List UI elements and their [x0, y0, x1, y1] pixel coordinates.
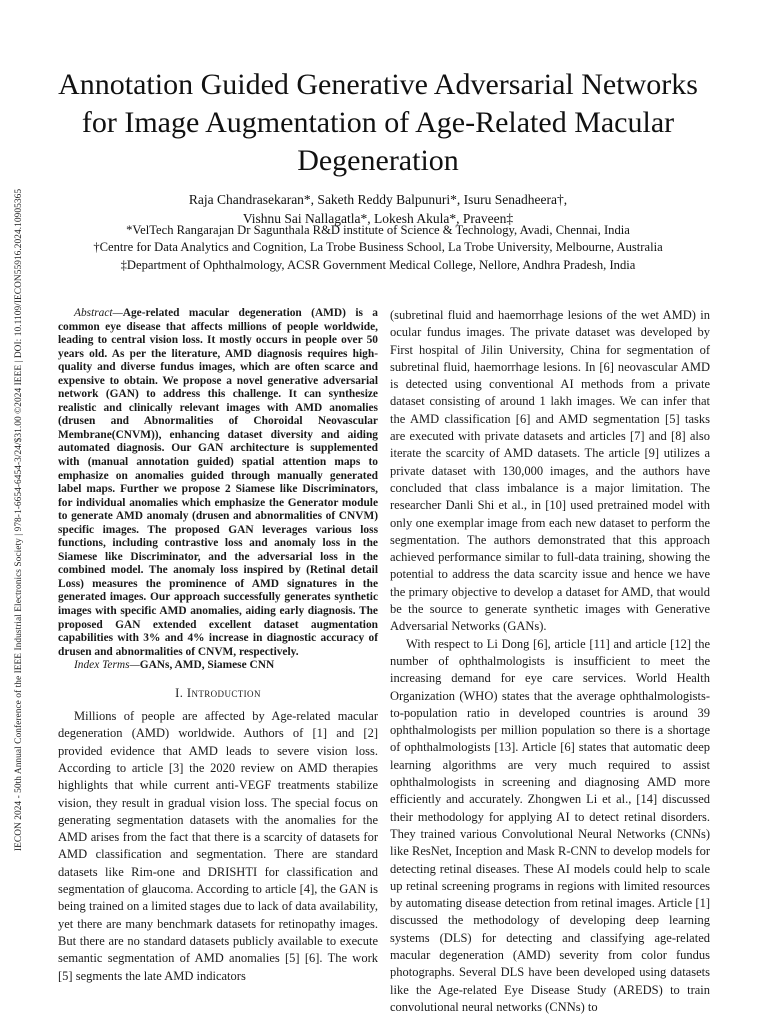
doi-sidebar	[6, 150, 32, 890]
abstract	[58, 307, 378, 659]
author-line-2: Vishnu Sai Nallagatla*, Lokesh Akula*, Praveen‡	[242, 211, 514, 226]
intro-paragraph-2: (subretinal fluid and haemorrhage lesions of the wet AMD) in ocular fundus images. The private dataset was developed by First hospital of Jilin University, China for segmentation of subretinal fluid, haemorrhage lesions. In [6] neovascular AMD is detected using conventional AI methods from a private dataset consisting of around 1 lakh images. We can infer that the AMD classification [6] and AMD segmentation [5] tasks are executed with private datasets and articles [7] and [8] also iterate the scarcity of AMD datasets. The article [9] utilizes a private dataset with 130,000 images, and the authors have concluded that class imbalance is a major limitation. The researcher Danli Shi et al., in [10] used pretrained model with only one exemplar image from each new dataset to perform the segmentation. The authors demonstrated that this approach achieved performance similar to full-data training, showing the potential to address the data scarcity issue and hence we have the primary objective to develop a dataset for AMD, that would be the source to generate synthetic images with Generative Adversarial Networks (GANs).	[390, 308, 710, 634]
right-column	[390, 307, 710, 1016]
intro-paragraph-1: Millions of people are affected by Age-related macular degeneration (AMD) worldwide. Authors of [1] and [2] provided evidence that AMD leads to severe vision loss. According to article [3] the 2020 review on AMD therapies highlights that while current anti-VEGF treatments stabilize vision, they result in gradual vision loss. The special focus on generating segmentation datasets with the anomalies for the AMD arises from the fact that there is a scarcity of datasets for AMD classification and segmentation. There are standard datasets like Rim-one and DRISHTI for classification and segmentation of glaucoma. According to article [4], the GAN is being trained on a limited stages due to lack of data availability, yet there are many benchmark datasets for retinopathy images. But there are no standard datasets publicly available to execute semantic segmentation of AMD anomalies [5] [6]. The work [5] segments the late AMD indicators	[58, 709, 378, 983]
section-number: I.	[175, 685, 184, 700]
index-terms-body: GANs, AMD, Siamese CNN	[139, 659, 275, 672]
affiliation-3: ‡Department of Ophthalmology, ACSR Government Medical College, Nellore, Andhra Pradesh, India	[120, 257, 636, 272]
paper-title: Annotation Guided Generative Adversarial Networks for Image Augmentation of Age-Related Macular Degeneration	[58, 68, 698, 177]
index-terms	[58, 659, 378, 673]
left-column	[58, 307, 378, 985]
intro-paragraph-3: With respect to Li Dong [6], article [11] and article [12] the number of ophthalmologists is insufficient to meet the increasing demand for eye care services. World Health Organization (WHO) states that the average ophthalmologists-to-population ratio in developed countries is around 39 ophthalmologists per million population so there is a shortage of ophthalmologists [13]. Article [6] states that automatic deep learning algorithms are very much required to assist ophthalmologists in screening and diagnosing AMD more efficiently and accurately. Zhongwen Li et al., [14] discussed their methodology for applying AI to detect retinal disorders. They trained various Convolutional Neural Networks (CNNs) like ResNet, Inception and Mask R-CNN to develop models for detecting retinal diseases. These AI models could help to scale up retinal screening programs in regions with limited resources by automating disease detection from retinal images. Article [1] discussed the methodology of developing deep learning systems (DLS) for detecting and classifying age-related macular degeneration (AMD) severity from color fundus photographs. Several DLS have been developed using datasets like the Age-related Eye Disease Study (AREDS) to train convolutional neural networks (CNNs) to	[390, 636, 710, 1014]
doi-sidebar-text: IECON 2024 - 50th Annual Conference of the IEEE Industrial Electronics Society | 978-1-6654-6454-3/24/$31.00 ©2024 IEEE | DOI: 10.1109/IECON55916.2024.10905365	[14, 188, 24, 852]
abstract-body: Age-related macular degeneration (AMD) is a common eye disease that affects millions of people worldwide, leading to central vision loss. It mostly occurs in people over 50 years old. As per the literature, AMD diagnosis requires high-quality and diverse fundus images, which are often scarce and expensive to obtain. We propose a novel generative adversarial network (GAN) to address this challenge. It can synthesize realistic and clinically relevant images with AMD anomalies (drusen and Abnormalities of Choroidal Neovascular Membrane(CNVM)), enhancing dataset diversity and aiding automated diagnosis. Our GAN architecture is supplemented with (manual annotation guided) spatial attention maps to emphasize on anomalies guided through manually generated label maps. Further we propose 2 Siamese like Discriminators, for individual anomalies which emphasize the Generator module to generate AMD anomaly (drusen and abnormalities of CNVM) specific images. The proposed GAN leverages various loss functions, including contrastive loss and anomaly loss in the Siamese like Discriminator, and the adversarial loss in the combined model. The anomaly loss inspired by (Retinal detail Loss) measures the prominence of AMD signatures in the generated images. Our approach successfully generates synthetic images with specific AMD anomalies, aiding early diagnosis. The proposed GAN extended excellent dataset augmentation capabilities with 3% and 4% increase in diagnostic accuracy of drusen and abnormalities of CNVM, respectively.	[58, 307, 378, 658]
affiliation-2: †Centre for Data Analytics and Cognition, La Trobe Business School, La Trobe University, Melbourne, Australia	[93, 240, 663, 255]
index-terms-lead: Index Terms—	[74, 659, 140, 672]
author-line-1: Raja Chandrasekaran*, Saketh Reddy Balpunuri*, Isuru Senadheera†,	[188, 192, 568, 207]
section-title: Introduction	[186, 685, 261, 700]
abstract-lead: Abstract—	[74, 307, 123, 319]
affiliations	[40, 222, 716, 274]
affiliation-1: *VelTech Rangarajan Dr Sagunthala R&D institute of Science & Technology, Avadi, Chennai, India	[126, 223, 630, 237]
section-heading-introduction	[58, 685, 378, 702]
